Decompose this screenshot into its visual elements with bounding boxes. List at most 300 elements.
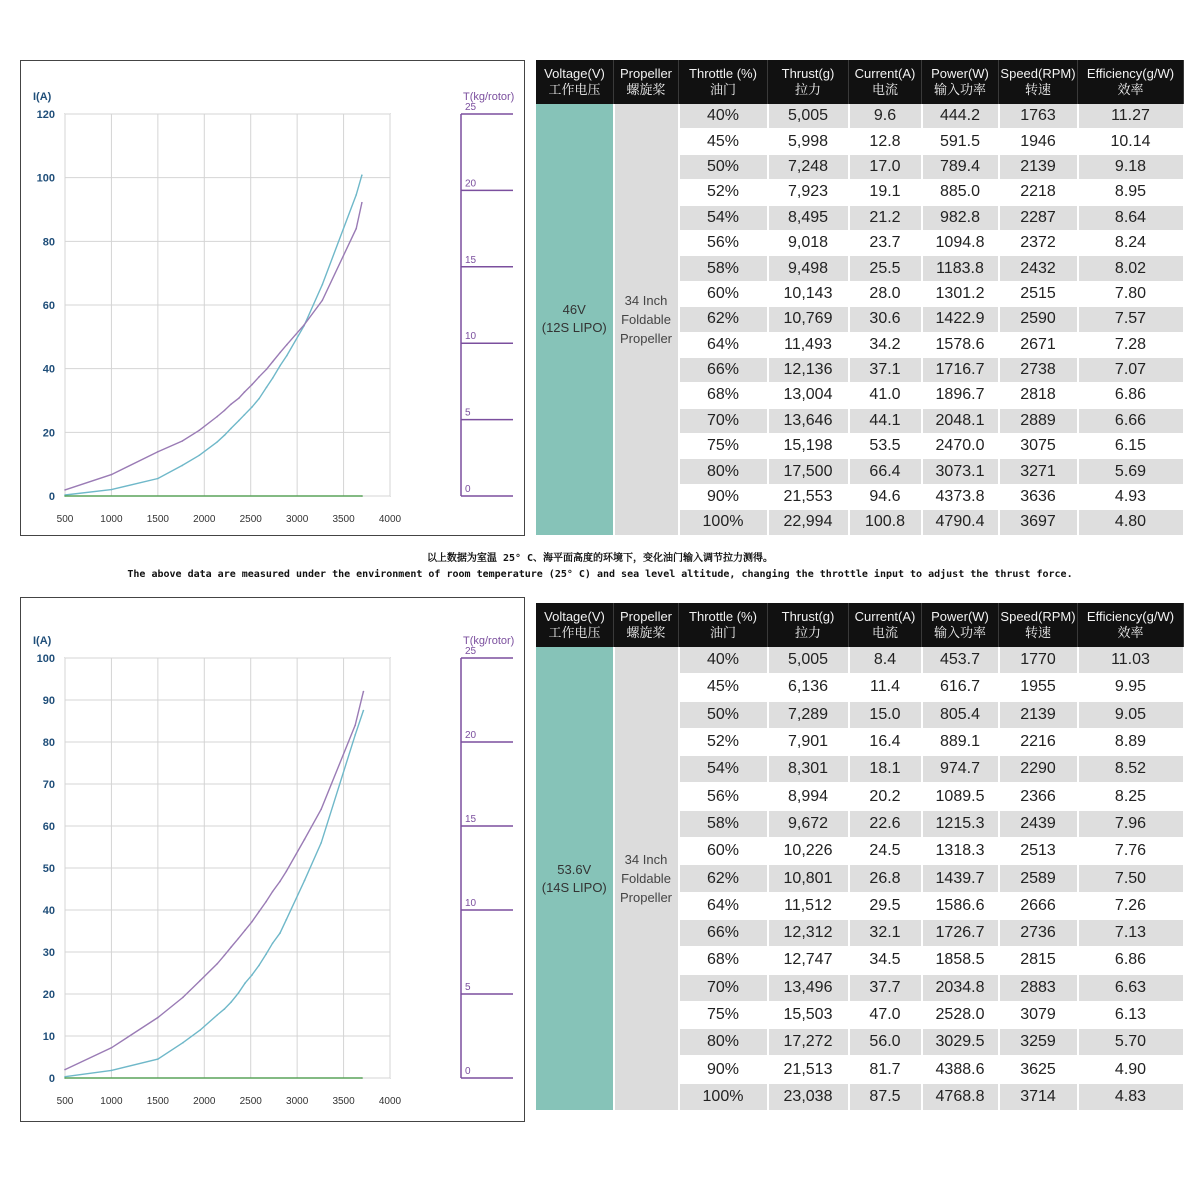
table-cell: 4.90 <box>1078 1056 1184 1083</box>
table-cell: 22.6 <box>849 810 922 837</box>
right-tick-label: 25 <box>465 102 477 113</box>
table-cell: 1858.5 <box>922 947 999 974</box>
current-curve-point <box>363 710 365 712</box>
current-curve-point <box>272 942 274 944</box>
current-curve-point <box>279 365 281 367</box>
table-cell: 7.07 <box>1078 357 1184 382</box>
current-curve-point <box>238 420 240 422</box>
header-en: Power(W) <box>931 66 989 81</box>
x-tick-label: 2500 <box>239 1096 262 1107</box>
table-cell: 1094.8 <box>922 230 999 255</box>
table-cell: 2736 <box>999 919 1078 946</box>
thrust-curve-point <box>361 202 363 204</box>
table-cell: 81.7 <box>849 1056 922 1083</box>
x-tick-label: 2000 <box>193 514 216 525</box>
current-curve-point <box>355 194 357 196</box>
header-en: Propeller <box>619 609 673 624</box>
table-cell: 7,289 <box>768 701 849 728</box>
table-cell: 30.6 <box>849 307 922 332</box>
thrust-curve-point <box>244 391 246 393</box>
voltage-cell: 46V (12S LIPO) <box>536 104 614 535</box>
table-cell: 12.8 <box>849 129 922 154</box>
baseline-curve-point <box>64 1077 66 1079</box>
current-curve-point <box>224 1008 226 1010</box>
table-cell: 23.7 <box>849 230 922 255</box>
thrust-curve-point <box>272 361 274 363</box>
table-cell: 2528.0 <box>922 1001 999 1028</box>
table-cell: 2515 <box>999 281 1078 306</box>
table-cell: 8.52 <box>1078 756 1184 783</box>
baseline-curve-point <box>361 495 363 497</box>
table-cell: 6.86 <box>1078 383 1184 408</box>
table-cell: 70% <box>679 974 768 1001</box>
y-axis-label-left: I(A) <box>33 635 52 647</box>
voltage-cell: 53.6V (14S LIPO) <box>536 647 614 1111</box>
table-cell: 13,004 <box>768 383 849 408</box>
current-curve-point <box>266 386 268 388</box>
table-cell: 2216 <box>999 728 1078 755</box>
y-tick-label: 40 <box>42 905 55 917</box>
table-cell: 44.1 <box>849 408 922 433</box>
current-curve-point <box>157 1058 159 1060</box>
table-cell: 982.8 <box>922 205 999 230</box>
table-cell: 7.76 <box>1078 838 1184 865</box>
table-cell: 8.95 <box>1078 180 1184 205</box>
header-cell <box>1078 60 1184 104</box>
table-cell: 3259 <box>999 1029 1078 1056</box>
table-cell: 1726.7 <box>922 919 999 946</box>
table-cell: 4373.8 <box>922 484 999 509</box>
table-cell: 2883 <box>999 974 1078 1001</box>
y-tick-label: 40 <box>42 363 55 376</box>
header-cn: 输入功率 <box>933 625 986 640</box>
header-cell <box>536 60 614 104</box>
table-cell: 1896.7 <box>922 383 999 408</box>
table-cell: 1215.3 <box>922 810 999 837</box>
y-tick-label: 100 <box>36 172 55 185</box>
current-curve-point <box>111 489 113 491</box>
right-tick-label: 15 <box>465 814 477 825</box>
table-cell: 1301.2 <box>922 281 999 306</box>
header-cn: 工作电压 <box>548 625 601 640</box>
current-curve-point <box>251 406 253 408</box>
y-tick-label: 60 <box>42 300 55 312</box>
table-cell: 60% <box>679 281 768 306</box>
x-tick-label: 500 <box>56 514 74 525</box>
table-cell: 66% <box>679 357 768 382</box>
thrust-curve-point <box>251 384 253 386</box>
current-curve-point <box>224 434 226 436</box>
table-cell: 1439.7 <box>922 865 999 892</box>
thrust-curve-point <box>286 344 288 346</box>
header-en: Thrust(g) <box>781 609 835 624</box>
table-cell: 2889 <box>999 408 1078 433</box>
table-cell: 37.7 <box>849 974 922 1001</box>
y-tick-label: 120 <box>36 109 55 121</box>
table-cell: 3029.5 <box>922 1029 999 1056</box>
header-en: Current(A) <box>854 66 916 81</box>
chart-box-53v <box>20 597 525 1122</box>
current-curve-point <box>361 174 363 176</box>
table-cell: 50% <box>679 154 768 179</box>
table-cell: 32.1 <box>849 919 922 946</box>
table-cell: 2738 <box>999 357 1078 382</box>
table-cell: 789.4 <box>922 154 999 179</box>
table-cell: 21.2 <box>849 205 922 230</box>
table-cell: 12,747 <box>768 947 849 974</box>
header-cell <box>849 60 922 104</box>
table-cell: 62% <box>679 865 768 892</box>
table-cell: 7.28 <box>1078 332 1184 357</box>
table-cell: 805.4 <box>922 701 999 728</box>
current-curve-point <box>237 992 239 994</box>
table-cell: 50% <box>679 701 768 728</box>
table-cell: 68% <box>679 947 768 974</box>
header-cell <box>768 603 849 647</box>
table-cell: 23,038 <box>768 1083 849 1110</box>
table-cell: 2513 <box>999 838 1078 865</box>
header-en: Propeller <box>619 66 673 81</box>
table-cell: 2589 <box>999 865 1078 892</box>
y-tick-label: 80 <box>42 737 55 749</box>
header-cn: 效率 <box>1117 625 1144 640</box>
table-cell: 444.2 <box>922 104 999 129</box>
spec-table-53v <box>536 603 1185 1111</box>
current-curve-point <box>230 428 232 430</box>
chart-box-46v <box>20 60 525 536</box>
table-cell: 591.5 <box>922 129 999 154</box>
table-cell: 2034.8 <box>922 974 999 1001</box>
header-en: Speed(RPM) <box>1000 609 1076 624</box>
table-cell: 3079 <box>999 1001 1078 1028</box>
table-cell: 41.0 <box>849 383 922 408</box>
thrust-curve-point <box>216 963 218 965</box>
table-cell: 2372 <box>999 230 1078 255</box>
header-cell <box>849 603 922 647</box>
x-tick-label: 1000 <box>100 514 123 525</box>
table-cell: 68% <box>679 383 768 408</box>
header-cell <box>536 603 614 647</box>
right-tick-label: 20 <box>465 730 477 741</box>
table-cell: 4768.8 <box>922 1083 999 1110</box>
thrust-curve-point <box>266 368 268 370</box>
x-tick-label: 1500 <box>146 1096 169 1107</box>
header-cell <box>922 60 999 104</box>
table-cell: 3075 <box>999 434 1078 459</box>
table-cell: 1770 <box>999 647 1078 674</box>
current-curve-point <box>251 974 253 976</box>
table-cell: 90% <box>679 1056 768 1083</box>
table-cell: 15.0 <box>849 701 922 728</box>
table-cell: 29.5 <box>849 892 922 919</box>
x-tick-label: 3500 <box>332 514 355 525</box>
right-tick-label: 0 <box>465 484 471 495</box>
right-tick-label: 5 <box>465 407 471 419</box>
table-cell: 54% <box>679 756 768 783</box>
table-cell: 9.6 <box>849 104 922 129</box>
table-cell: 2139 <box>999 154 1078 179</box>
table-cell: 25.5 <box>849 256 922 281</box>
current-curve-point <box>157 478 159 480</box>
table-cell: 17,500 <box>768 459 849 484</box>
thrust-curve-point <box>354 724 356 726</box>
table-cell: 40% <box>679 104 768 129</box>
table-cell: 80% <box>679 459 768 484</box>
header-en: Voltage(V) <box>544 66 605 81</box>
table-cell: 66% <box>679 919 768 946</box>
table-cell: 16.4 <box>849 728 922 755</box>
table-cell: 54% <box>679 205 768 230</box>
table-cell: 4.83 <box>1078 1083 1184 1110</box>
table-cell: 64% <box>679 892 768 919</box>
table-53v-wrap <box>536 603 1175 1111</box>
current-curve-point <box>265 953 267 955</box>
thrust-curve-point <box>258 376 260 378</box>
table-cell: 1586.6 <box>922 892 999 919</box>
table-cell: 45% <box>679 674 768 701</box>
header-en: Current(A) <box>854 609 916 624</box>
current-curve-point <box>322 284 324 286</box>
current-curve-point <box>111 1070 113 1072</box>
current-curve-point <box>230 1001 232 1003</box>
table-cell: 47.0 <box>849 1001 922 1028</box>
y-tick-label: 20 <box>42 427 55 440</box>
current-curve-point <box>244 414 246 416</box>
y-tick-label: 60 <box>42 821 55 833</box>
table-cell: 6.66 <box>1078 408 1184 433</box>
table-cell: 1955 <box>999 674 1078 701</box>
header-cell <box>999 603 1078 647</box>
header-en: Throttle (%) <box>689 609 757 624</box>
header-cell <box>614 60 679 104</box>
table-cell: 10,226 <box>768 838 849 865</box>
table-cell: 10,143 <box>768 281 849 306</box>
right-tick-label: 0 <box>465 1066 471 1077</box>
current-curve-point <box>286 355 288 357</box>
header-cell <box>614 603 679 647</box>
table-cell: 1089.5 <box>922 783 999 810</box>
table-cell: 2218 <box>999 180 1078 205</box>
current-curve-point <box>354 734 356 736</box>
thrust-curve-point <box>303 324 305 326</box>
y-tick-label: 0 <box>48 491 55 503</box>
header-cn: 转速 <box>1024 82 1051 97</box>
table-cell: 10.14 <box>1078 129 1184 154</box>
table-cell: 18.1 <box>849 756 922 783</box>
table-cell: 5.70 <box>1078 1029 1184 1056</box>
thrust-curve-point <box>182 997 184 999</box>
table-cell: 34.2 <box>849 332 922 357</box>
thrust-curve-point <box>111 474 113 476</box>
table-cell: 20.2 <box>849 783 922 810</box>
table-cell: 7.57 <box>1078 307 1184 332</box>
table-46v-wrap <box>536 60 1175 536</box>
table-cell: 19.1 <box>849 180 922 205</box>
x-tick-label: 4000 <box>378 1096 402 1107</box>
table-cell: 7.50 <box>1078 865 1184 892</box>
table-cell: 8,301 <box>768 756 849 783</box>
table-cell: 2666 <box>999 892 1078 919</box>
thrust-curve-point <box>304 839 306 841</box>
thrust-curve-point <box>157 451 159 453</box>
table-cell: 100.8 <box>849 510 922 535</box>
table-cell: 60% <box>679 838 768 865</box>
thrust-curve-point <box>224 955 226 957</box>
header-en: Power(W) <box>931 609 989 624</box>
table-cell: 75% <box>679 1001 768 1028</box>
table-cell: 12,136 <box>768 357 849 382</box>
table-cell: 7,923 <box>768 180 849 205</box>
y-axis-label-left: I(A) <box>33 91 52 103</box>
x-tick-label: 3000 <box>286 514 309 525</box>
table-cell: 22,994 <box>768 510 849 535</box>
table-cell: 9,672 <box>768 810 849 837</box>
y-axis-label-right: T(kg/rotor) <box>463 91 515 103</box>
table-cell: 2287 <box>999 205 1078 230</box>
right-tick-label: 20 <box>465 178 477 190</box>
header-cn: 拉力 <box>794 625 821 640</box>
y-tick-label: 50 <box>42 863 55 875</box>
table-cell: 17.0 <box>849 154 922 179</box>
current-curve-point <box>244 982 246 984</box>
table-cell: 6.63 <box>1078 974 1184 1001</box>
header-cn: 拉力 <box>794 82 821 97</box>
table-cell: 1946 <box>999 129 1078 154</box>
thrust-curve-point <box>237 938 239 940</box>
right-tick-label: 25 <box>465 646 477 657</box>
table-cell: 34.5 <box>849 947 922 974</box>
table-cell: 80% <box>679 1029 768 1056</box>
y-tick-label: 30 <box>42 947 55 959</box>
propeller-cell: 34 Inch Foldable Propeller <box>614 104 679 535</box>
thrust-curve-point <box>251 921 253 923</box>
table-cell: 11,493 <box>768 332 849 357</box>
table-cell: 2590 <box>999 307 1078 332</box>
table-cell: 66.4 <box>849 459 922 484</box>
table-cell: 28.0 <box>849 281 922 306</box>
table-cell: 4388.6 <box>922 1056 999 1083</box>
thrust-curve-point <box>322 300 324 302</box>
table-cell: 1318.3 <box>922 838 999 865</box>
table-cell: 53.5 <box>849 434 922 459</box>
table-cell: 3625 <box>999 1056 1078 1083</box>
current-curve-point <box>272 377 274 379</box>
thrust-curve-point <box>157 1017 159 1019</box>
thrust-curve-point <box>244 929 246 931</box>
table-cell: 616.7 <box>922 674 999 701</box>
table-cell: 87.5 <box>849 1083 922 1110</box>
table-cell: 11.03 <box>1078 647 1184 674</box>
table-cell: 75% <box>679 434 768 459</box>
thrust-curve-point <box>279 881 281 883</box>
table-cell: 974.7 <box>922 756 999 783</box>
table-cell: 3636 <box>999 484 1078 509</box>
header-cell <box>768 60 849 104</box>
y-tick-label: 80 <box>42 236 55 249</box>
y-tick-label: 70 <box>42 779 55 791</box>
table-cell: 1422.9 <box>922 307 999 332</box>
table-cell: 885.0 <box>922 180 999 205</box>
table-cell: 3073.1 <box>922 459 999 484</box>
x-tick-label: 2500 <box>239 514 262 525</box>
table-cell: 10,769 <box>768 307 849 332</box>
table-row <box>536 104 1184 129</box>
table-cell: 2815 <box>999 947 1078 974</box>
current-curve-point <box>320 842 322 844</box>
table-cell: 5,998 <box>768 129 849 154</box>
y-tick-label: 90 <box>42 695 55 707</box>
table-cell: 17,272 <box>768 1029 849 1056</box>
table-cell: 8.64 <box>1078 205 1184 230</box>
table-cell: 8.4 <box>849 647 922 674</box>
table-cell: 8,495 <box>768 205 849 230</box>
header-cell <box>999 60 1078 104</box>
y-tick-label: 10 <box>42 1031 55 1043</box>
table-cell: 2818 <box>999 383 1078 408</box>
table-cell: 2671 <box>999 332 1078 357</box>
thrust-curve-point <box>320 808 322 810</box>
table-cell: 5,005 <box>768 647 849 674</box>
table-cell: 7.26 <box>1078 892 1184 919</box>
table-cell: 70% <box>679 408 768 433</box>
thrust-curve-point <box>224 410 226 412</box>
table-cell: 2432 <box>999 256 1078 281</box>
table-cell: 2366 <box>999 783 1078 810</box>
header-cn: 工作电压 <box>548 82 601 97</box>
header-en: Thrust(g) <box>781 66 835 81</box>
table-cell: 8.24 <box>1078 230 1184 255</box>
x-tick-label: 1000 <box>100 1096 123 1107</box>
thrust-curve-point <box>230 404 232 406</box>
table-cell: 37.1 <box>849 357 922 382</box>
header-en: Voltage(V) <box>544 609 605 624</box>
x-tick-label: 3000 <box>286 1096 309 1107</box>
current-curve-point <box>216 1014 218 1016</box>
table-cell: 3714 <box>999 1083 1078 1110</box>
table-cell: 13,646 <box>768 408 849 433</box>
spec-table-46v <box>536 60 1185 536</box>
table-cell: 4.80 <box>1078 510 1184 535</box>
table-cell: 11,512 <box>768 892 849 919</box>
table-cell: 8.89 <box>1078 728 1184 755</box>
table-cell: 1578.6 <box>922 332 999 357</box>
table-cell: 8,994 <box>768 783 849 810</box>
x-tick-label: 1500 <box>146 514 169 525</box>
table-cell: 94.6 <box>849 484 922 509</box>
note-en: The above data are measured under the environment of room temperature (25° C) and sea level altitude, changing the throttle input to adjust the thrust force. <box>127 569 1073 580</box>
right-tick-label: 10 <box>465 331 477 343</box>
table-cell: 5,005 <box>768 104 849 129</box>
thrust-curve-point <box>355 228 357 230</box>
thrust-curve-point <box>230 946 232 948</box>
table-cell: 100% <box>679 510 768 535</box>
current-curve-point <box>279 932 281 934</box>
thrust-curve-point <box>265 901 267 903</box>
table-cell: 1183.8 <box>922 256 999 281</box>
table-cell: 21,513 <box>768 1056 849 1083</box>
thrust-curve-point <box>198 429 200 431</box>
thrust-curve-point <box>216 416 218 418</box>
header-en: Speed(RPM) <box>1000 66 1076 81</box>
header-en: Efficiency(g/W) <box>1086 609 1175 624</box>
table-cell: 4790.4 <box>922 510 999 535</box>
right-tick-label: 15 <box>465 254 477 266</box>
table-cell: 9.05 <box>1078 701 1184 728</box>
table-cell: 7,248 <box>768 154 849 179</box>
table-cell: 9,018 <box>768 230 849 255</box>
current-curve-point <box>258 965 260 967</box>
propeller-cell: 34 Inch Foldable Propeller <box>614 647 679 1111</box>
